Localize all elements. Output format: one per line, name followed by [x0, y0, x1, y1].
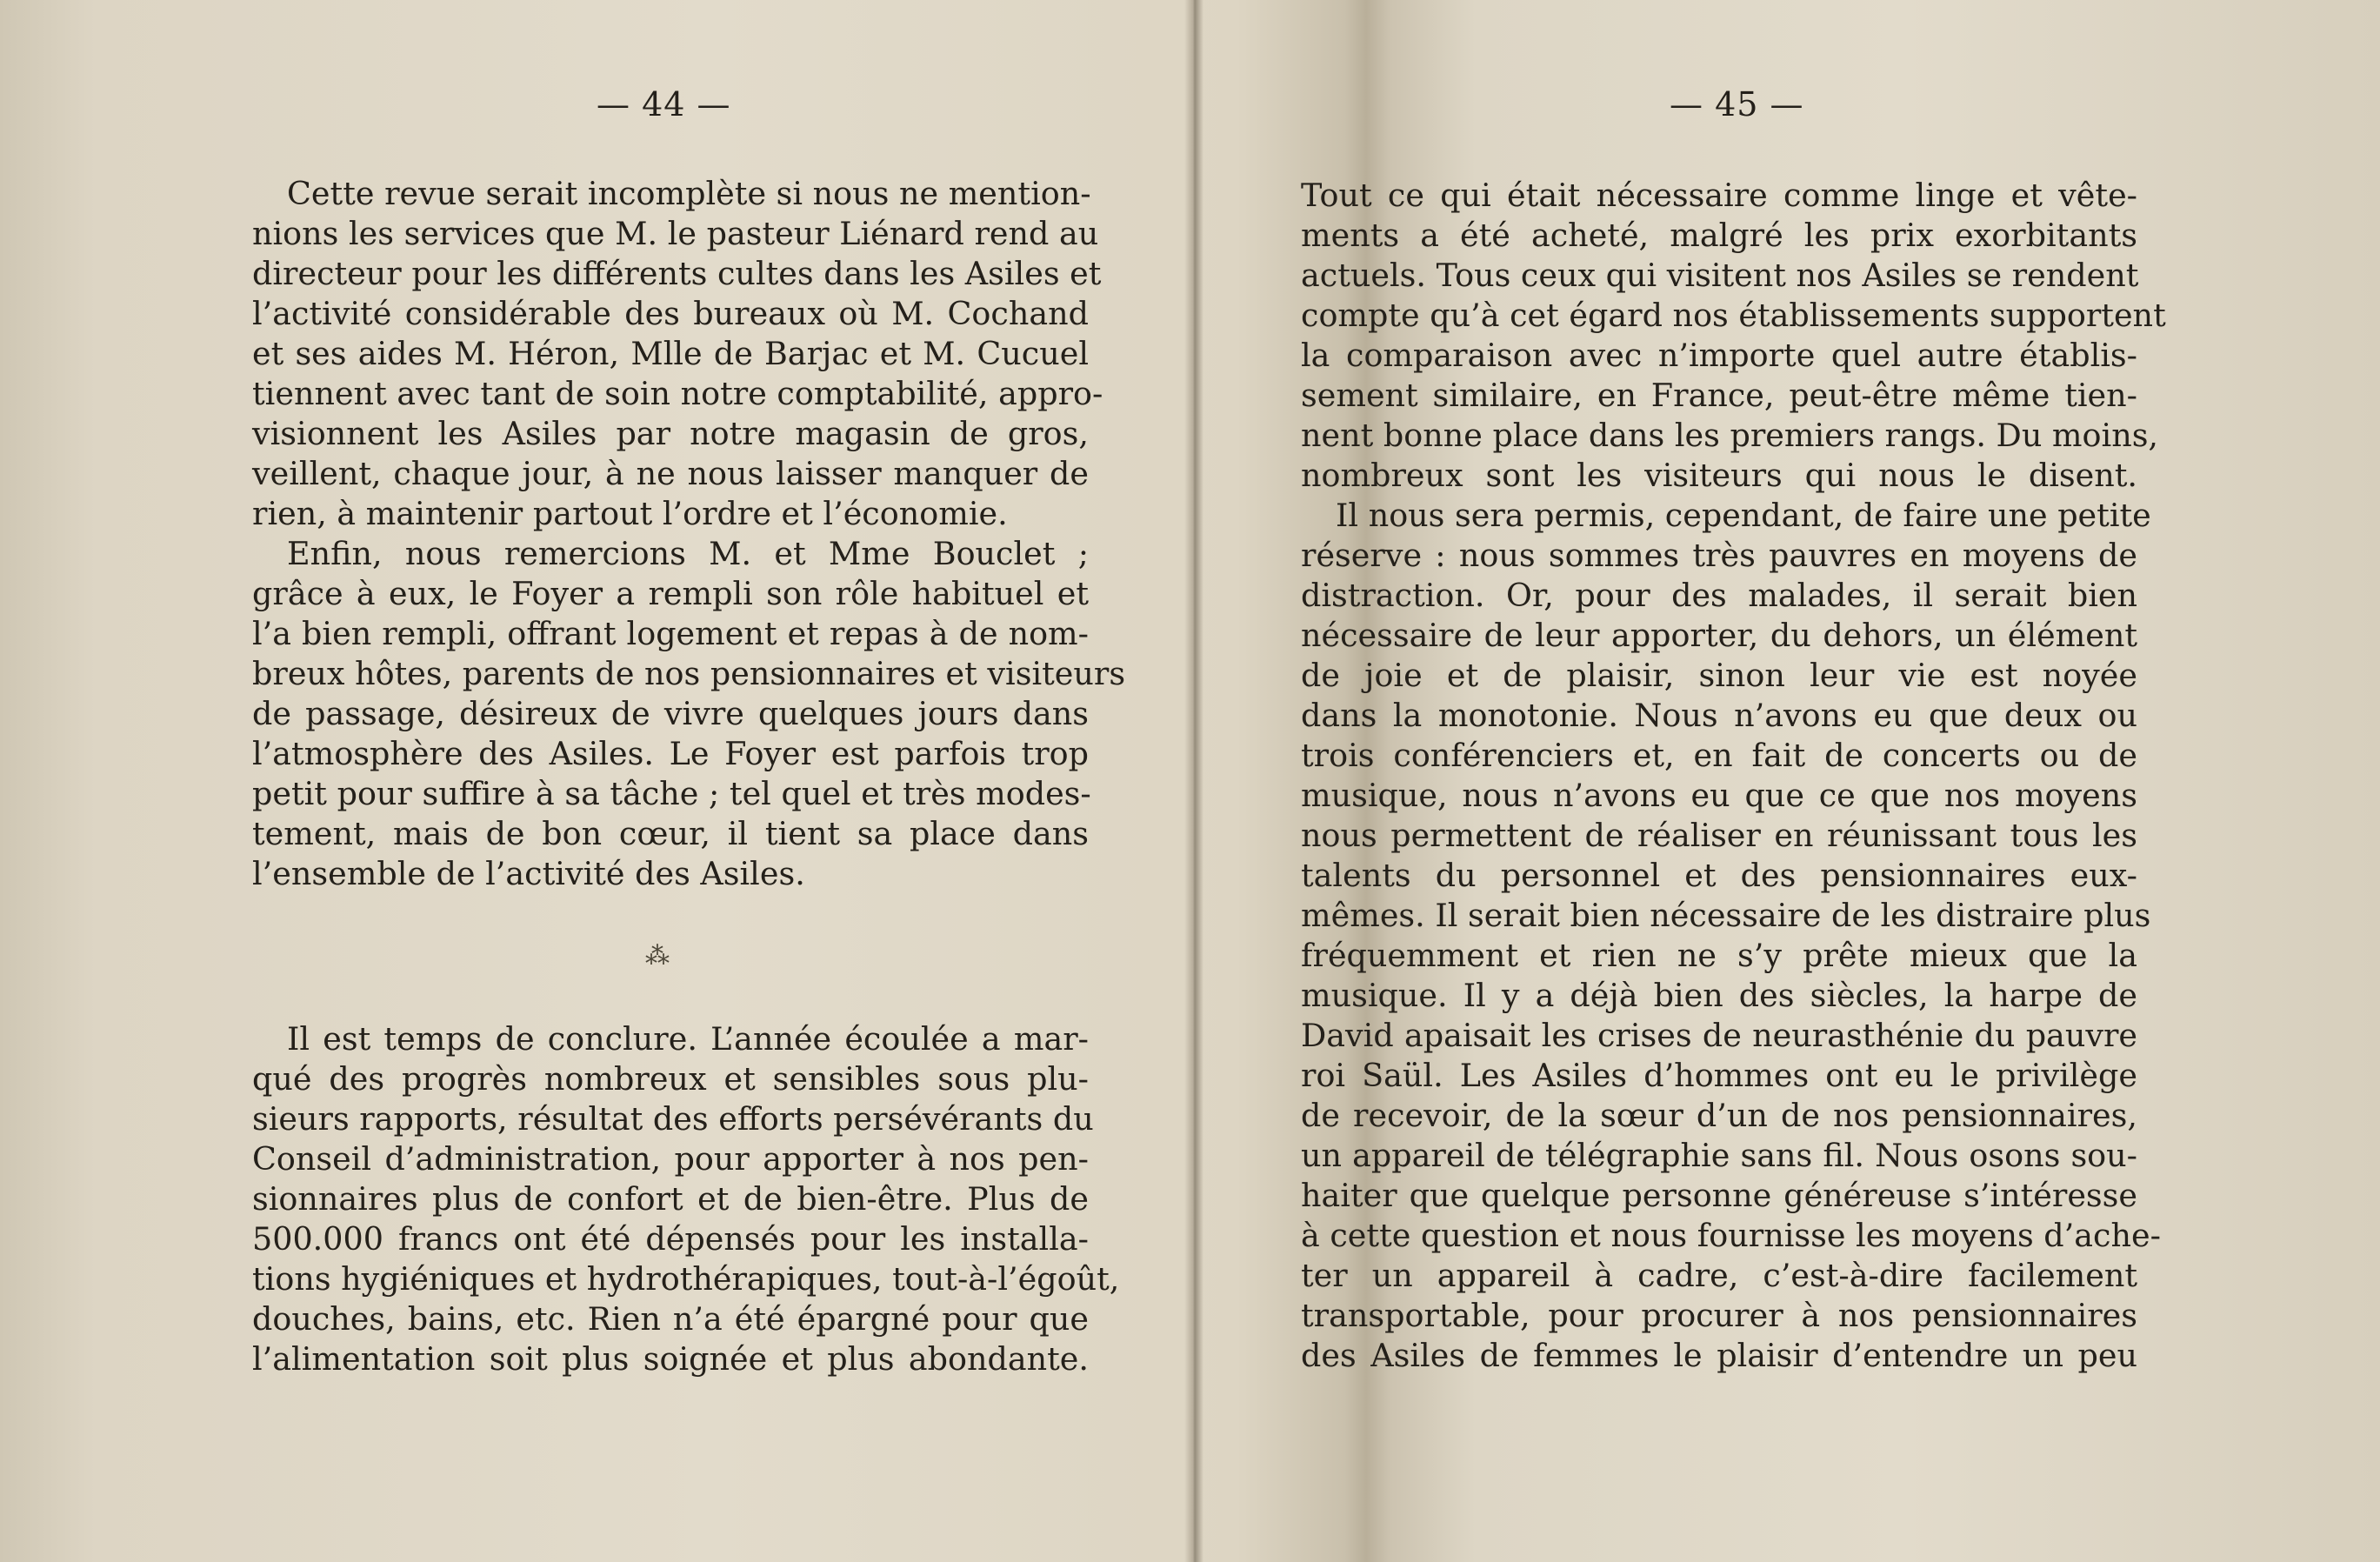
- text-line: veillent, chaque jour, à ne nous laisser manquer de: [252, 455, 1089, 492]
- text-line: trois conférenciers et, en fait de concerts ou de: [1301, 737, 2137, 774]
- text-line: de recevoir, de la sœur d’un de nos pensionnaires,: [1301, 1097, 2137, 1134]
- text-line: musique. Il y a déjà bien des siècles, la harpe de: [1301, 977, 2137, 1014]
- text-line: haiter que quelque personne généreuse s’intéresse: [1301, 1177, 2137, 1214]
- right-page: [1197, 0, 2380, 1562]
- text-line: nent bonne place dans les premiers rangs. Du moins,: [1301, 417, 2159, 454]
- text-line: un appareil de télégraphie sans fil. Nous osons sou-: [1301, 1137, 2137, 1174]
- text-line: 500.000 francs ont été dépensés pour les installa-: [252, 1220, 1089, 1258]
- text-line: tiennent avec tant de soin notre comptabilité, appro-: [252, 375, 1103, 412]
- text-line: ments a été acheté, malgré les prix exorbitants: [1301, 217, 2137, 254]
- text-line: Enfin, nous remercions M. et Mme Bouclet ;: [287, 535, 1089, 572]
- text-line: visionnent les Asiles par notre magasin de gros,: [252, 415, 1089, 452]
- text-line: de passage, désireux de vivre quelques jours dans: [252, 695, 1089, 732]
- text-line: la comparaison avec n’importe quel autre établis-: [1301, 337, 2137, 374]
- text-line: à cette question et nous fournisse les moyens d’ache-: [1301, 1217, 2161, 1254]
- text-line: l’activité considérable des bureaux où M. Cochand: [252, 295, 1089, 332]
- text-line: qué des progrès nombreux et sensibles sous plu-: [252, 1060, 1089, 1098]
- page-number-left: — 44 —: [597, 85, 731, 123]
- left-paragraph-3: [252, 1019, 1120, 1379]
- text-line: sionnaires plus de confort et de bien-être. Plus de: [252, 1180, 1089, 1218]
- left-paragraph-2: [252, 534, 1126, 894]
- text-line: compte qu’à cet égard nos établissements supportent: [1301, 297, 2166, 334]
- text-line: Il est temps de conclure. L’année écoulée a mar-: [287, 1020, 1089, 1058]
- page-number-right: — 45 —: [1670, 85, 1804, 123]
- text-line: sement similaire, en France, peut-être même tien-: [1301, 377, 2137, 414]
- text-line: Il nous sera permis, cependant, de faire une petite: [1336, 497, 2151, 534]
- right-paragraph-2: [1301, 496, 2161, 1376]
- text-line: nombreux sont les visiteurs qui nous le disent.: [1301, 457, 2137, 494]
- text-line: petit pour suffire à sa tâche ; tel quel et très modes-: [252, 775, 1091, 812]
- text-line: roi Saül. Les Asiles d’hommes ont eu le privilège: [1301, 1057, 2137, 1094]
- text-line: transportable, pour procurer à nos pensionnaires: [1301, 1297, 2137, 1334]
- text-line: sieurs rapports, résultat des efforts persévérants du: [252, 1100, 1094, 1138]
- text-line: l’alimentation soit plus soignée et plus abondante.: [252, 1340, 1089, 1378]
- text-line: distraction. Or, pour des malades, il serait bien: [1301, 577, 2137, 614]
- text-line: Conseil d’administration, pour apporter à nos pen-: [252, 1140, 1089, 1178]
- text-line: David apaisait les crises de neurasthénie du pauvre: [1301, 1017, 2137, 1054]
- text-line: grâce à eux, le Foyer a rempli son rôle habituel et: [252, 575, 1089, 612]
- text-line: directeur pour les différents cultes dans les Asiles et: [252, 255, 1102, 292]
- section-separator-asterism: ⁂: [645, 941, 668, 970]
- text-line: talents du personnel et des pensionnaires eux-: [1301, 857, 2137, 894]
- text-line: tions hygiéniques et hydrothérapiques, tout-à-l’égoût,: [252, 1260, 1120, 1298]
- text-line: Tout ce qui était nécessaire comme linge et vête-: [1301, 177, 2137, 214]
- text-line: l’atmosphère des Asiles. Le Foyer est parfois trop: [252, 735, 1089, 772]
- text-line: et ses aides M. Héron, Mlle de Barjac et M. Cucuel: [252, 335, 1089, 372]
- text-line: de joie et de plaisir, sinon leur vie est noyée: [1301, 657, 2137, 694]
- text-line: ter un appareil à cadre, c’est-à-dire facilement: [1301, 1257, 2137, 1294]
- text-line: fréquemment et rien ne s’y prête mieux que la: [1301, 937, 2137, 974]
- text-line: l’ensemble de l’activité des Asiles.: [252, 855, 805, 892]
- text-line: nous permettent de réaliser en réunissant tous les: [1301, 817, 2137, 854]
- text-line: l’a bien rempli, offrant logement et repas à de nom-: [252, 615, 1089, 652]
- text-line: nécessaire de leur apporter, du dehors, un élément: [1301, 617, 2137, 654]
- text-line: dans la monotonie. Nous n’avons eu que deux ou: [1301, 697, 2137, 734]
- text-line: des Asiles de femmes le plaisir d’entendre un peu: [1301, 1337, 2137, 1374]
- text-line: rien, à maintenir partout l’ordre et l’économie.: [252, 495, 1008, 532]
- text-line: douches, bains, etc. Rien n’a été épargné pour que: [252, 1300, 1089, 1338]
- text-line: nions les services que M. le pasteur Liénard rend au: [252, 215, 1099, 252]
- text-line: réserve : nous sommes très pauvres en moyens de: [1301, 537, 2137, 574]
- right-paragraph-1: [1301, 176, 2166, 496]
- text-line: tement, mais de bon cœur, il tient sa place dans: [252, 815, 1089, 852]
- text-line: musique, nous n’avons eu que ce que nos moyens: [1301, 777, 2137, 814]
- left-paragraph-1: [252, 174, 1103, 534]
- text-line: mêmes. Il serait bien nécessaire de les distraire plus: [1301, 897, 2151, 934]
- text-line: actuels. Tous ceux qui visitent nos Asiles se rendent: [1301, 257, 2139, 294]
- text-line: breux hôtes, parents de nos pensionnaires et visiteurs: [252, 655, 1126, 692]
- text-line: Cette revue serait incomplète si nous ne mention-: [287, 175, 1091, 212]
